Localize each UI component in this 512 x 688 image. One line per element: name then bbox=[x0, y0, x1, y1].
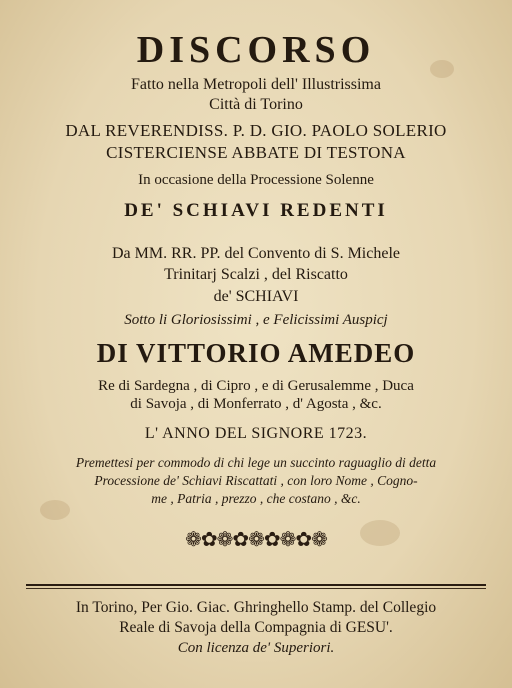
date-line: L' ANNO DEL SIGNORE 1723. bbox=[144, 425, 368, 442]
title-line: de' SCHIAVI bbox=[213, 288, 299, 305]
title-line: di Savoja , di Monferrato , d' Agosta , &c. bbox=[130, 396, 382, 412]
summary-line: Processione de' Schiavi Riscattati , con loro Nome , Cogno- bbox=[94, 473, 418, 488]
title-line: Fatto nella Metropoli dell' Illustrissima bbox=[131, 76, 381, 93]
document-title: DISCORSO bbox=[136, 29, 376, 71]
divider bbox=[26, 588, 486, 589]
summary-line: Premettesi per commodo di chi lege un succinto raguaglio di detta bbox=[75, 455, 437, 470]
imprint-line: Con licenza de' Superiori. bbox=[177, 640, 335, 656]
title-line: Da MM. RR. PP. del Convento di S. Michele bbox=[111, 245, 400, 262]
floral-ornament-icon: ❁✿❁✿❁✿❁✿❁ bbox=[185, 529, 327, 551]
title-line: Città di Torino bbox=[209, 96, 303, 113]
title-line: In occasione della Processione Solenne bbox=[138, 172, 374, 188]
title-line: Re di Sardegna , di Cipro , e di Gerusalemme , Duca bbox=[98, 378, 414, 394]
title-line: DAL REVERENDISS. P. D. GIO. PAOLO SOLERIO bbox=[65, 121, 447, 140]
imprint-line: Reale di Savoja della Compagnia di GESU'. bbox=[119, 619, 393, 636]
title-line: CISTERCIENSE ABBATE DI TESTONA bbox=[106, 143, 406, 162]
divider bbox=[26, 584, 486, 586]
dedicatee-name: DI VITTORIO AMEDEO bbox=[96, 338, 416, 368]
title-line: Sotto li Gloriosissimi , e Felicissimi Auspicj bbox=[124, 312, 388, 328]
title-line: DE' SCHIAVI REDENTI bbox=[124, 200, 388, 221]
imprint-line: In Torino, Per Gio. Giac. Ghringhello Stamp. del Collegio bbox=[75, 599, 437, 616]
title-line: Trinitarj Scalzi , del Riscatto bbox=[164, 266, 348, 283]
summary-line: me , Patria , prezzo , che costano , &c. bbox=[151, 491, 361, 506]
